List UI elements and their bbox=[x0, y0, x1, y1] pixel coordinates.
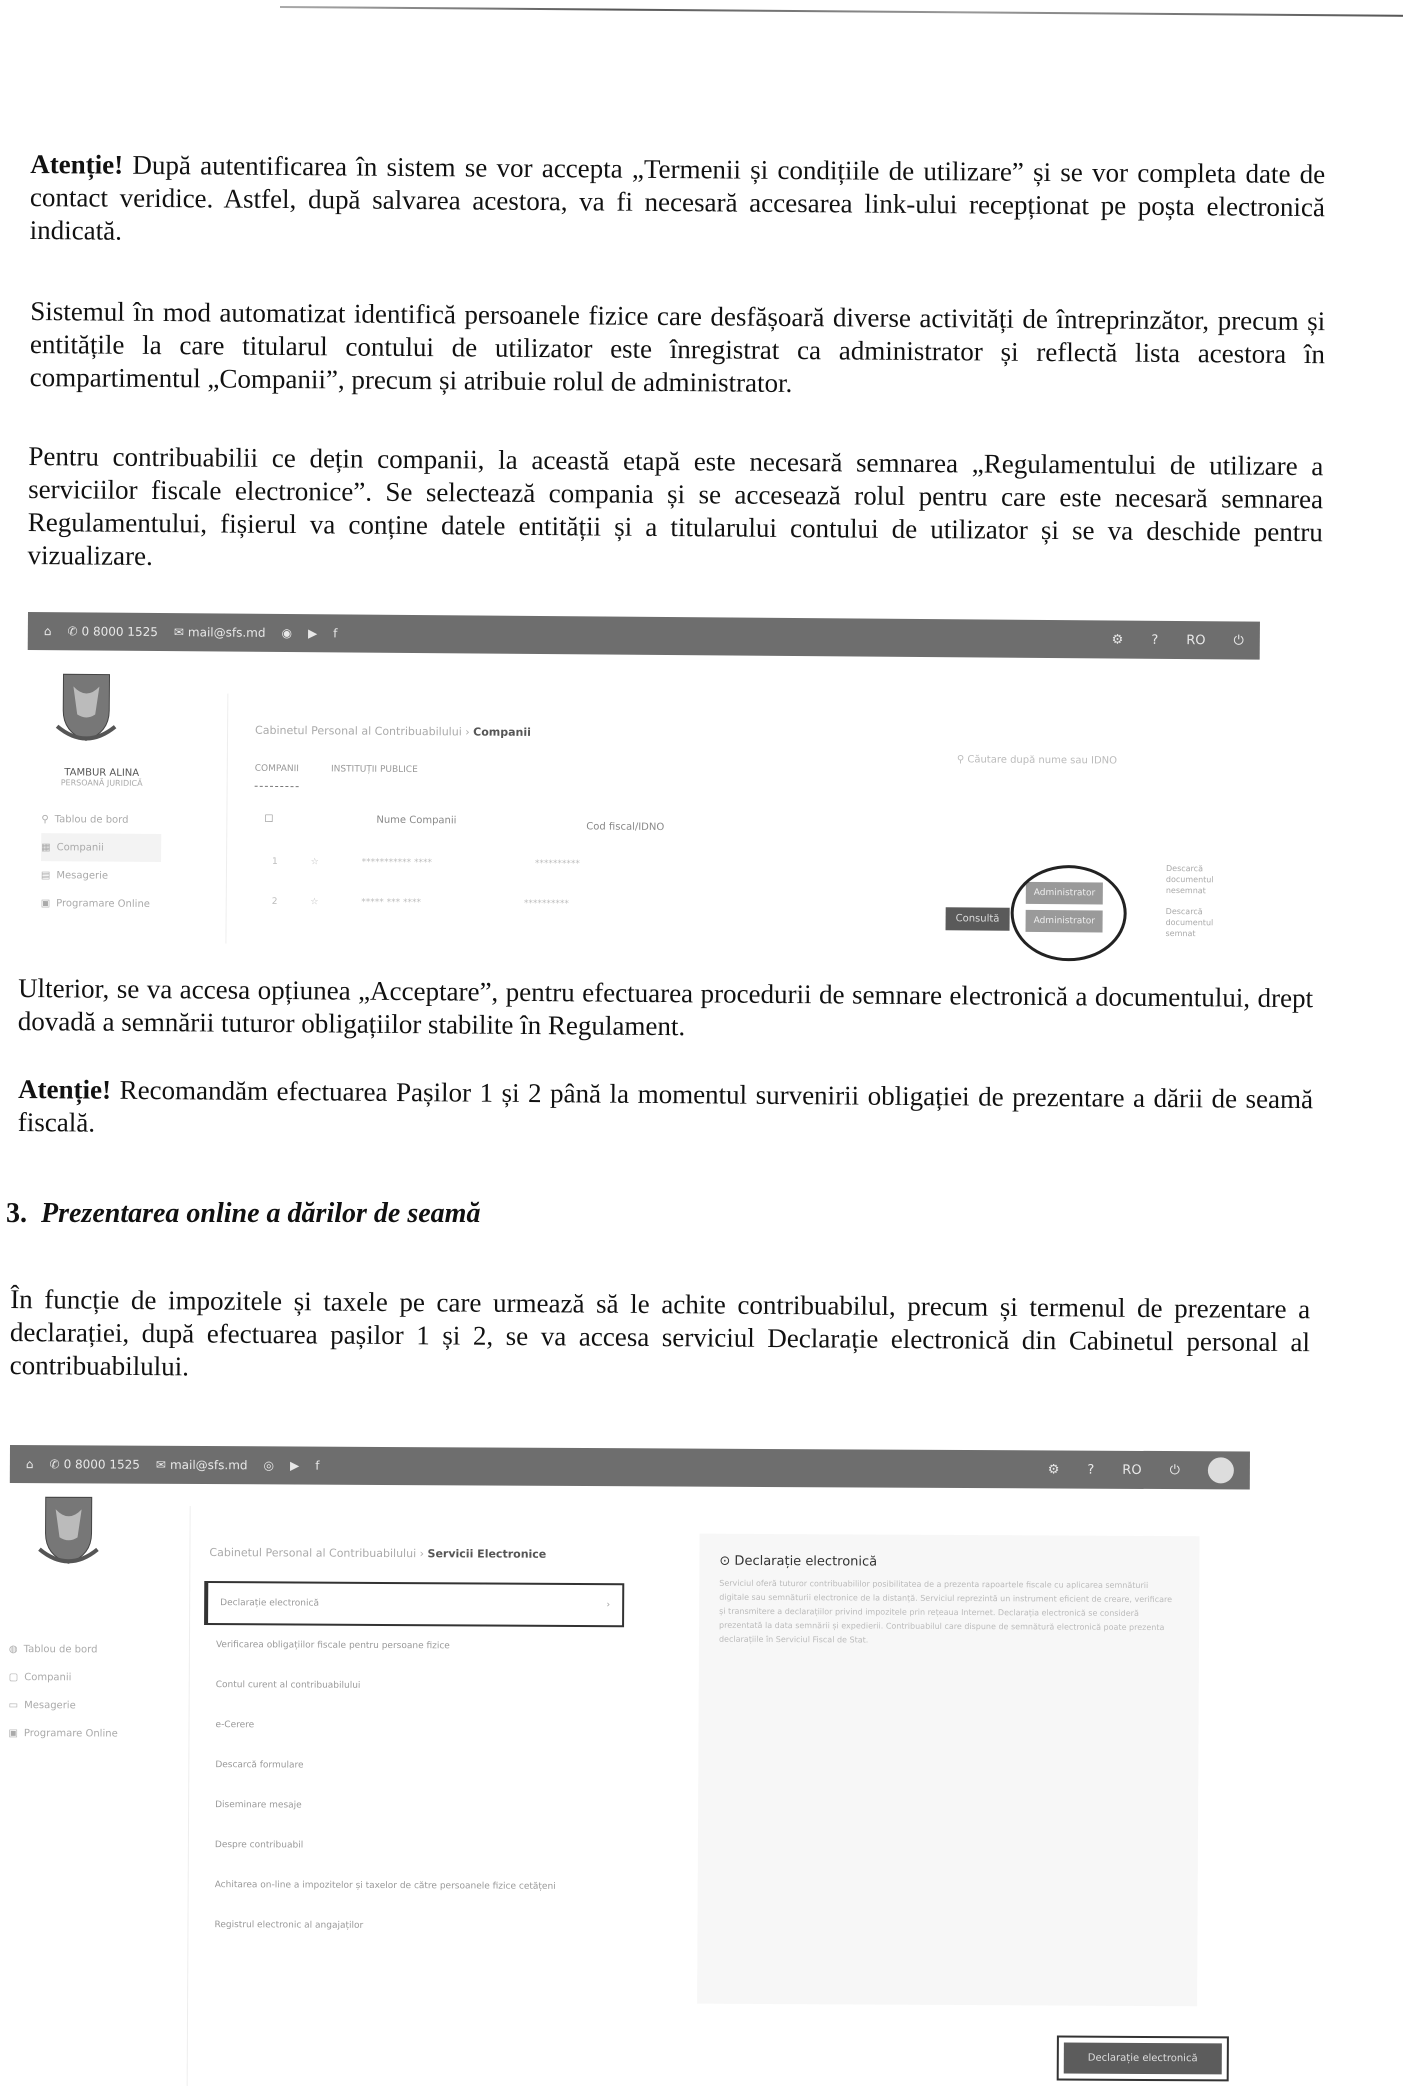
service-label: Contul curent al contribuabilului bbox=[215, 1680, 361, 1691]
youtube-icon[interactable]: ▶ bbox=[307, 626, 318, 641]
phone-number: 0 8000 1525 bbox=[81, 624, 158, 640]
help-icon[interactable]: ? bbox=[1087, 1462, 1095, 1478]
phone-icon: ✆ bbox=[49, 1457, 60, 1472]
calendar-icon: ▣ bbox=[40, 897, 51, 909]
paragraph-accept: Ulterior, se va accesa opțiunea „Acceptare”, pentru efectuarea procedurii de semnare electronică a documentului, drept dovadă a semnării tuturor obligațiilor stabilite în Regulament. bbox=[17, 973, 1314, 1042]
sidebar-item-label: Programare Online bbox=[23, 1727, 118, 1740]
service-item[interactable] bbox=[204, 1665, 624, 1707]
tab-companies[interactable]: COMPANII bbox=[255, 764, 299, 787]
facebook-icon[interactable]: f bbox=[333, 626, 338, 641]
sidebar-item-label: Mesagerie bbox=[24, 1699, 76, 1711]
table-row[interactable] bbox=[272, 857, 580, 869]
service-item[interactable] bbox=[202, 1905, 622, 1947]
sfs-coat-of-arms-logo bbox=[55, 670, 118, 744]
sidebar-item-appointments[interactable] bbox=[8, 1719, 128, 1748]
language-selector[interactable]: RO bbox=[1186, 632, 1206, 648]
breadcrumb-root[interactable]: Cabinetul Personal al Contribuabilului bbox=[209, 1546, 417, 1561]
service-label: e-Cerere bbox=[215, 1720, 255, 1731]
service-item[interactable] bbox=[203, 1745, 623, 1787]
phone-number: 0 8000 1525 bbox=[63, 1457, 140, 1472]
company-code: ********** bbox=[534, 858, 580, 870]
paragraph-companies: Pentru contribuabilii ce dețin companii, la această etapă este necesară semnarea „Regulamentului de utilizare a serviciilor fiscale electronice”. Se selectează compania și se accesează rolul pentru care este necesară semnarea Regulamentului, fișierul va conține datele entității și a titularului contului de utilizator și se va deschide pentru vizualizare. bbox=[27, 441, 1324, 571]
sidebar-item-label: Tablou de bord bbox=[23, 1643, 98, 1655]
mail-icon: ✉ bbox=[173, 625, 184, 640]
companies-icon: ▦ bbox=[41, 841, 51, 853]
paragraph-attention-1 bbox=[30, 148, 1326, 257]
table-row[interactable] bbox=[272, 897, 569, 909]
service-description-panel bbox=[697, 1534, 1199, 2007]
power-icon[interactable]: ⏻ bbox=[1169, 1462, 1180, 1478]
paragraph-system: Sistemul în mod automatizat identifică persoanele fizice care desfășoară diverse activități de întreprinzător, precum și entitățile la care titularul contului de utilizator este înregistrat ca administrator și reflectă lista acestora în compartimentul „Companii”, precum și atribuie rolul de administrator. bbox=[29, 296, 1326, 398]
youtube-icon[interactable]: ▶ bbox=[290, 1458, 300, 1473]
service-item[interactable] bbox=[203, 1785, 623, 1827]
breadcrumb-current: Companii bbox=[473, 725, 532, 739]
service-label: Verificarea obligațiilor fiscale pentru persoane fizice bbox=[215, 1640, 450, 1652]
role-button-2[interactable]: Administrator bbox=[1026, 910, 1104, 933]
declaration-button-highlight bbox=[1057, 2035, 1229, 2081]
help-icon[interactable]: ? bbox=[1151, 632, 1159, 648]
home-icon[interactable]: ⌂ bbox=[25, 1457, 34, 1472]
info-icon: ⊙ bbox=[719, 1553, 731, 1569]
paragraph-declaration: În funcție de impozitele și taxele pe care urmează să le achite contribuabilul, precum și termenul de prezentare a declarației, după efectuarea pașilor 1 și 2, se va accesa serviciul Declarație electronică din Cabinetul personal al contribuabilului. bbox=[9, 1284, 1311, 1382]
dashboard-icon: ⚲ bbox=[41, 813, 49, 825]
email-address: mail@sfs.md bbox=[187, 625, 266, 640]
messages-icon: ▭ bbox=[8, 1699, 19, 1711]
download-signed-link[interactable] bbox=[1165, 906, 1225, 939]
service-label: Diseminare mesaje bbox=[215, 1800, 302, 1811]
attention-label: Atenție! bbox=[18, 1074, 112, 1105]
sidebar-item-companies[interactable] bbox=[9, 1663, 129, 1692]
sidebar-item-companies[interactable] bbox=[41, 833, 161, 862]
services-list bbox=[202, 1581, 624, 1947]
sidebar-item-appointments[interactable] bbox=[41, 889, 161, 918]
company-name: ***** *** **** bbox=[361, 897, 422, 909]
sidebar-item-label: Programare Online bbox=[56, 897, 151, 910]
search-input[interactable]: ⚲ Căutare după nume sau IDNO bbox=[956, 754, 1118, 767]
service-item-declaration[interactable] bbox=[204, 1581, 624, 1627]
breadcrumb-root[interactable]: Cabinetul Personal al Contribuabilului bbox=[255, 723, 462, 739]
section-title: Prezentarea online a dărilor de seamă bbox=[41, 1198, 481, 1229]
user-name: TAMBUR ALINA bbox=[64, 767, 140, 779]
breadcrumb: Cabinetul Personal al Contribuabilului › Servicii Electronice bbox=[209, 1546, 547, 1561]
service-label: Achitarea on-line a impozitelor și taxelor de către persoanele fizice cetățeni bbox=[214, 1880, 556, 1892]
section-number: 3. bbox=[6, 1198, 27, 1229]
sidebar-item-messages[interactable] bbox=[41, 861, 161, 890]
tabs bbox=[255, 764, 418, 788]
consult-button[interactable]: Consultă bbox=[946, 907, 1010, 931]
screenshot-companies bbox=[25, 612, 1260, 952]
mail-icon: ✉ bbox=[155, 1457, 167, 1472]
instagram-icon[interactable]: ◎ bbox=[263, 1458, 275, 1473]
attention-label: Atenție! bbox=[30, 149, 124, 180]
paragraph-attention-2 bbox=[18, 1073, 1313, 1149]
phone-link[interactable] bbox=[67, 624, 158, 639]
email-link[interactable] bbox=[174, 625, 266, 640]
service-item[interactable] bbox=[204, 1625, 624, 1667]
sidebar-item-messages[interactable] bbox=[9, 1691, 129, 1720]
service-label: Registrul electronic al angajaților bbox=[214, 1920, 364, 1931]
settings-icon[interactable]: ⚙ bbox=[1047, 1461, 1060, 1477]
paragraph-text: După autentificarea în sistem se vor accepta „Termenii și condițiile de utilizare” și se vor completa date de contact veridice. Astfel, după salvarea acestora, va fi necesară accesarea link-ului recepționat pe poșta electronică indicată. bbox=[29, 149, 1326, 246]
panel-title bbox=[719, 1554, 1199, 1572]
breadcrumb-current: Servicii Electronice bbox=[427, 1547, 547, 1561]
phone-icon: ✆ bbox=[67, 624, 78, 639]
star-icon[interactable]: ☆ bbox=[310, 897, 319, 908]
row-number: 1 bbox=[272, 856, 278, 867]
breadcrumb: Cabinetul Personal al Contribuabilului › Companii bbox=[255, 723, 532, 739]
column-header-name[interactable]: Nume Companii bbox=[376, 814, 457, 827]
tab-institutions[interactable]: INSTITUȚII PUBLICE bbox=[330, 764, 418, 776]
sidebar-item-dashboard[interactable] bbox=[41, 805, 161, 834]
row-number: 2 bbox=[271, 896, 278, 907]
link-text: Descarcă documentul semnat bbox=[1165, 906, 1214, 939]
chevron-right-icon: › bbox=[606, 1600, 611, 1611]
divider bbox=[225, 694, 228, 944]
service-item[interactable] bbox=[203, 1865, 623, 1907]
service-label: Descarcă formulare bbox=[215, 1760, 304, 1771]
sidebar-item-dashboard[interactable] bbox=[9, 1635, 129, 1664]
panel-description: Serviciul oferă tuturor contribuabililor posibilitatea de a prezenta rapoartele fiscale cu aplicarea semnăturii digitale sau semnăturii electronice de la distanță. Serviciul reprezintă un instrument eficient de creare, verificare și transmitere a declarațiilor privind impozitele prin rețeaua Internet. Declarația electronică se consideră prezentată la data semnării și expedierii. Contribuabilul care dispune de semnătură electronică poate prezenta declarațiile în Serviciul Fiscal de Stat. bbox=[718, 1578, 1173, 1645]
scan-artifact-line bbox=[280, 6, 1403, 17]
messages-icon: ▤ bbox=[40, 869, 51, 881]
top-bar bbox=[28, 612, 1260, 660]
paragraph-text: Recomandăm efectuarea Pașilor 1 și 2 până la momentul survenirii obligației de prezentare a dării de seamă fiscală. bbox=[17, 1074, 1314, 1138]
link-text: Descarcă documentul nesemnat bbox=[1165, 863, 1214, 896]
sfs-coat-of-arms-logo bbox=[37, 1493, 99, 1567]
download-unsigned-link[interactable] bbox=[1166, 863, 1226, 896]
company-code: ********** bbox=[523, 898, 569, 910]
avatar[interactable] bbox=[1208, 1457, 1234, 1483]
settings-icon[interactable]: ⚙ bbox=[1111, 632, 1124, 648]
top-bar bbox=[10, 1445, 1250, 1489]
sidebar bbox=[41, 767, 162, 918]
declaration-button[interactable]: Declarație electronică bbox=[1064, 2043, 1222, 2075]
divider bbox=[187, 1506, 191, 2086]
user-type: PERSOANĂ JURIDICĂ bbox=[60, 778, 143, 788]
role-button-1[interactable]: Administrator bbox=[1026, 882, 1104, 905]
home-icon[interactable]: ⌂ bbox=[43, 624, 52, 639]
sidebar-item-label: Companii bbox=[56, 841, 104, 854]
service-label: Declarație electronică bbox=[220, 1598, 320, 1609]
sidebar bbox=[8, 1635, 129, 1748]
sidebar-item-label: Mesagerie bbox=[56, 869, 109, 882]
service-item[interactable] bbox=[203, 1705, 623, 1747]
star-icon[interactable]: ☆ bbox=[310, 857, 319, 868]
service-label: Despre contribuabil bbox=[214, 1840, 304, 1851]
company-name: *********** **** bbox=[361, 857, 433, 869]
panel-title-text: Declarație electronică bbox=[734, 1553, 878, 1570]
power-icon[interactable]: ⏻ bbox=[1233, 632, 1244, 649]
search-placeholder: Căutare după nume sau IDNO bbox=[967, 754, 1118, 767]
service-item[interactable] bbox=[203, 1825, 623, 1867]
companies-icon: ▢ bbox=[8, 1671, 19, 1683]
email-address: mail@sfs.md bbox=[169, 1457, 248, 1473]
email-link[interactable] bbox=[156, 1458, 248, 1472]
section-heading bbox=[6, 1198, 480, 1230]
calendar-icon: ▣ bbox=[8, 1727, 18, 1739]
screenshot-services bbox=[7, 1445, 1250, 2091]
phone-link[interactable] bbox=[49, 1457, 139, 1471]
column-header-code[interactable]: Cod fiscal/IDNO bbox=[586, 821, 665, 834]
facebook-icon[interactable]: f bbox=[315, 1458, 320, 1473]
dashboard-icon: ◍ bbox=[8, 1643, 18, 1655]
select-all-checkbox[interactable]: ☐ bbox=[264, 813, 274, 825]
language-selector[interactable]: RO bbox=[1122, 1462, 1142, 1478]
highlight-circle bbox=[1010, 865, 1127, 962]
rss-icon[interactable]: ◉ bbox=[281, 625, 293, 641]
sidebar-item-label: Companii bbox=[24, 1671, 72, 1683]
sidebar-item-label: Tablou de bord bbox=[54, 813, 129, 826]
